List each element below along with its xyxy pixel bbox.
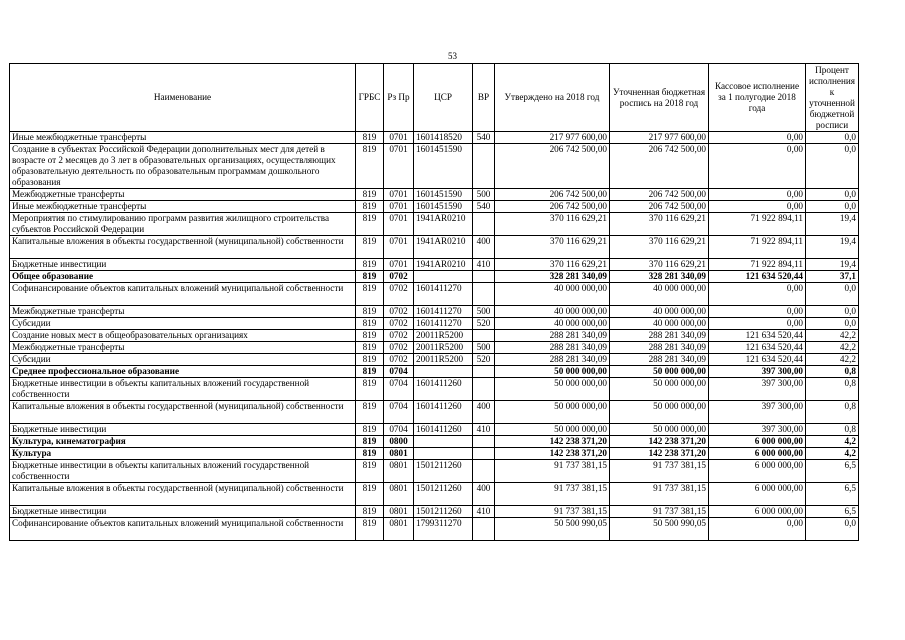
- cell-vr: 400: [473, 401, 495, 424]
- cell-refined: 288 281 340,09: [610, 354, 709, 366]
- cell-approved: 50 000 000,00: [495, 401, 610, 424]
- cell-cash: 397 300,00: [709, 366, 806, 378]
- table-row: [10, 448, 859, 460]
- cell-approved: 91 737 381,15: [495, 460, 610, 483]
- cell-rzpr: 0704: [384, 378, 414, 401]
- cell-name: Межбюджетные трансферты: [10, 189, 356, 201]
- header-approved: Утверждено на 2018 год: [495, 64, 610, 132]
- table-row: [10, 460, 859, 483]
- cell-cash: 121 634 520,44: [709, 330, 806, 342]
- cell-approved: 206 742 500,00: [495, 144, 610, 189]
- cell-cash: 71 922 894,11: [709, 213, 806, 236]
- cell-grbs: 819: [356, 342, 384, 354]
- cell-approved: 142 238 371,20: [495, 436, 610, 448]
- cell-approved: 142 238 371,20: [495, 448, 610, 460]
- cell-percent: 0,0: [806, 318, 859, 330]
- cell-percent: 42,2: [806, 354, 859, 366]
- cell-name: Иные межбюджетные трансферты: [10, 132, 356, 144]
- cell-rzpr: 0701: [384, 259, 414, 271]
- cell-rzpr: 0801: [384, 448, 414, 460]
- cell-csr: 1941AR0210: [414, 236, 473, 259]
- cell-refined: 370 116 629,21: [610, 259, 709, 271]
- cell-csr: 20011R5200: [414, 354, 473, 366]
- cell-percent: 42,2: [806, 342, 859, 354]
- table-row: [10, 330, 859, 342]
- cell-vr: 520: [473, 354, 495, 366]
- cell-vr: [473, 271, 495, 283]
- cell-name: Капитальные вложения в объекты государственной (муниципальной) собственности: [10, 236, 356, 259]
- table-row: [10, 189, 859, 201]
- cell-csr: 1601451590: [414, 201, 473, 213]
- cell-name: Бюджетные инвестиции: [10, 506, 356, 518]
- cell-grbs: 819: [356, 401, 384, 424]
- table-row: [10, 424, 859, 436]
- cell-percent: 42,2: [806, 330, 859, 342]
- cell-grbs: 819: [356, 283, 384, 306]
- header-grbs: ГРБС: [356, 64, 384, 132]
- table-body: [10, 132, 859, 541]
- cell-rzpr: 0701: [384, 213, 414, 236]
- table-row: [10, 366, 859, 378]
- cell-grbs: 819: [356, 378, 384, 401]
- cell-name: Создание новых мест в общеобразовательных организациях: [10, 330, 356, 342]
- cell-refined: 50 000 000,00: [610, 401, 709, 424]
- cell-vr: [473, 144, 495, 189]
- cell-name: Культура, кинематография: [10, 436, 356, 448]
- cell-cash: 0,00: [709, 318, 806, 330]
- cell-csr: 1501211260: [414, 483, 473, 506]
- cell-grbs: 819: [356, 330, 384, 342]
- cell-approved: 217 977 600,00: [495, 132, 610, 144]
- cell-cash: 71 922 894,11: [709, 236, 806, 259]
- cell-cash: 6 000 000,00: [709, 448, 806, 460]
- cell-name: Софинансирование объектов капитальных вложений муниципальной собственности: [10, 283, 356, 306]
- cell-rzpr: 0701: [384, 144, 414, 189]
- cell-name: Бюджетные инвестиции в объекты капитальных вложений государственной собственности: [10, 460, 356, 483]
- cell-approved: 288 281 340,09: [495, 354, 610, 366]
- cell-rzpr: 0702: [384, 318, 414, 330]
- cell-rzpr: 0801: [384, 483, 414, 506]
- cell-rzpr: 0702: [384, 306, 414, 318]
- cell-name: Создание в субъектах Российской Федерации дополнительных мест для детей в возрасте от 2 месяцев до 3 лет в образовательных организациях, осуществляющих образовательную деятельность по образовательным программам дошкольного образования: [10, 144, 356, 189]
- cell-name: Среднее профессиональное образование: [10, 366, 356, 378]
- cell-refined: 142 238 371,20: [610, 448, 709, 460]
- cell-cash: 397 300,00: [709, 378, 806, 401]
- table-row: [10, 132, 859, 144]
- cell-vr: [473, 448, 495, 460]
- cell-csr: [414, 366, 473, 378]
- cell-percent: 0,8: [806, 401, 859, 424]
- cell-grbs: 819: [356, 483, 384, 506]
- cell-cash: 397 300,00: [709, 424, 806, 436]
- cell-vr: 400: [473, 236, 495, 259]
- cell-cash: 0,00: [709, 189, 806, 201]
- cell-grbs: 819: [356, 144, 384, 189]
- cell-name: Софинансирование объектов капитальных вложений муниципальной собственности: [10, 518, 356, 541]
- cell-csr: 1601411270: [414, 306, 473, 318]
- cell-percent: 0,0: [806, 283, 859, 306]
- cell-refined: 142 238 371,20: [610, 436, 709, 448]
- cell-vr: 520: [473, 318, 495, 330]
- cell-csr: 1601451590: [414, 144, 473, 189]
- cell-approved: 50 000 000,00: [495, 424, 610, 436]
- cell-name: Межбюджетные трансферты: [10, 342, 356, 354]
- cell-cash: 121 634 520,44: [709, 342, 806, 354]
- cell-rzpr: 0702: [384, 271, 414, 283]
- cell-rzpr: 0701: [384, 201, 414, 213]
- cell-vr: 410: [473, 424, 495, 436]
- cell-name: Субсидии: [10, 318, 356, 330]
- cell-refined: 91 737 381,15: [610, 483, 709, 506]
- cell-cash: 0,00: [709, 283, 806, 306]
- cell-percent: 0,0: [806, 189, 859, 201]
- cell-vr: 410: [473, 506, 495, 518]
- cell-name: Бюджетные инвестиции в объекты капитальных вложений государственной собственности: [10, 378, 356, 401]
- cell-approved: 288 281 340,09: [495, 342, 610, 354]
- cell-csr: 1501211260: [414, 460, 473, 483]
- header-refined: Уточненная бюджетная роспись на 2018 год: [610, 64, 709, 132]
- table-row: [10, 236, 859, 259]
- cell-grbs: 819: [356, 306, 384, 318]
- header-vr: ВР: [473, 64, 495, 132]
- cell-refined: 288 281 340,09: [610, 342, 709, 354]
- cell-approved: 328 281 340,09: [495, 271, 610, 283]
- cell-name: Бюджетные инвестиции: [10, 259, 356, 271]
- cell-approved: 370 116 629,21: [495, 213, 610, 236]
- cell-grbs: 819: [356, 132, 384, 144]
- cell-grbs: 819: [356, 271, 384, 283]
- cell-refined: 91 737 381,15: [610, 460, 709, 483]
- cell-rzpr: 0704: [384, 366, 414, 378]
- cell-grbs: 819: [356, 448, 384, 460]
- cell-cash: 121 634 520,44: [709, 271, 806, 283]
- cell-rzpr: 0800: [384, 436, 414, 448]
- cell-approved: 370 116 629,21: [495, 259, 610, 271]
- cell-cash: 121 634 520,44: [709, 354, 806, 366]
- cell-percent: 6,5: [806, 506, 859, 518]
- cell-refined: 91 737 381,15: [610, 506, 709, 518]
- table-row: [10, 201, 859, 213]
- cell-csr: 1601411270: [414, 283, 473, 306]
- cell-refined: 328 281 340,09: [610, 271, 709, 283]
- cell-name: Общее образование: [10, 271, 356, 283]
- cell-name: Иные межбюджетные трансферты: [10, 201, 356, 213]
- cell-grbs: 819: [356, 424, 384, 436]
- cell-approved: 40 000 000,00: [495, 306, 610, 318]
- cell-refined: 40 000 000,00: [610, 318, 709, 330]
- table-row: [10, 144, 859, 189]
- cell-percent: 19,4: [806, 259, 859, 271]
- cell-percent: 0,0: [806, 132, 859, 144]
- cell-vr: [473, 283, 495, 306]
- cell-grbs: 819: [356, 366, 384, 378]
- header-csr: ЦСР: [414, 64, 473, 132]
- table-row: [10, 283, 859, 306]
- cell-rzpr: 0701: [384, 189, 414, 201]
- cell-percent: 0,0: [806, 518, 859, 541]
- cell-refined: 40 000 000,00: [610, 306, 709, 318]
- cell-cash: 397 300,00: [709, 401, 806, 424]
- cell-rzpr: 0704: [384, 424, 414, 436]
- cell-grbs: 819: [356, 506, 384, 518]
- cell-name: Культура: [10, 448, 356, 460]
- cell-approved: 288 281 340,09: [495, 330, 610, 342]
- cell-csr: 1501211260: [414, 506, 473, 518]
- cell-vr: 540: [473, 201, 495, 213]
- table-row: [10, 436, 859, 448]
- cell-refined: 206 742 500,00: [610, 189, 709, 201]
- cell-grbs: 819: [356, 201, 384, 213]
- cell-vr: [473, 378, 495, 401]
- cell-csr: 1601411260: [414, 378, 473, 401]
- cell-grbs: 819: [356, 259, 384, 271]
- cell-name: Капитальные вложения в объекты государственной (муниципальной) собственности: [10, 483, 356, 506]
- cell-cash: 0,00: [709, 132, 806, 144]
- cell-cash: 6 000 000,00: [709, 506, 806, 518]
- cell-refined: 206 742 500,00: [610, 144, 709, 189]
- cell-rzpr: 0701: [384, 236, 414, 259]
- cell-percent: 4,2: [806, 436, 859, 448]
- cell-approved: 206 742 500,00: [495, 201, 610, 213]
- cell-percent: 19,4: [806, 213, 859, 236]
- cell-csr: 1799311270: [414, 518, 473, 541]
- cell-cash: 0,00: [709, 201, 806, 213]
- cell-percent: 0,0: [806, 144, 859, 189]
- cell-cash: 6 000 000,00: [709, 483, 806, 506]
- cell-grbs: 819: [356, 236, 384, 259]
- cell-vr: [473, 330, 495, 342]
- cell-refined: 50 000 000,00: [610, 424, 709, 436]
- cell-vr: 540: [473, 132, 495, 144]
- table-row: [10, 378, 859, 401]
- table-row: [10, 306, 859, 318]
- cell-vr: 500: [473, 189, 495, 201]
- cell-refined: 50 500 990,05: [610, 518, 709, 541]
- cell-rzpr: 0702: [384, 330, 414, 342]
- header-cash: Кассовое исполнение за 1 полугодие 2018 года: [709, 64, 806, 132]
- cell-grbs: 819: [356, 436, 384, 448]
- cell-vr: 410: [473, 259, 495, 271]
- cell-percent: 0,0: [806, 201, 859, 213]
- cell-approved: 40 000 000,00: [495, 283, 610, 306]
- cell-rzpr: 0801: [384, 518, 414, 541]
- cell-rzpr: 0702: [384, 354, 414, 366]
- cell-approved: 50 000 000,00: [495, 366, 610, 378]
- page-number: 53: [448, 51, 457, 61]
- cell-approved: 206 742 500,00: [495, 189, 610, 201]
- cell-refined: 288 281 340,09: [610, 330, 709, 342]
- cell-name: Бюджетные инвестиции: [10, 424, 356, 436]
- cell-vr: 400: [473, 483, 495, 506]
- cell-name: Мероприятия по стимулированию программ развития жилищного строительства субъектов Российской Федерации: [10, 213, 356, 236]
- cell-refined: 217 977 600,00: [610, 132, 709, 144]
- header-name: Наименование: [10, 64, 356, 132]
- cell-approved: 91 737 381,15: [495, 483, 610, 506]
- cell-percent: 0,0: [806, 306, 859, 318]
- cell-rzpr: 0801: [384, 460, 414, 483]
- cell-rzpr: 0801: [384, 506, 414, 518]
- cell-cash: 71 922 894,11: [709, 259, 806, 271]
- cell-approved: 91 737 381,15: [495, 506, 610, 518]
- cell-refined: 206 742 500,00: [610, 201, 709, 213]
- cell-name: Субсидии: [10, 354, 356, 366]
- cell-grbs: 819: [356, 354, 384, 366]
- cell-csr: [414, 448, 473, 460]
- header-percent: Процент исполнения к уточненной бюджетной росписи: [806, 64, 859, 132]
- cell-csr: 1941AR0210: [414, 259, 473, 271]
- cell-grbs: 819: [356, 189, 384, 201]
- cell-csr: 20011R5200: [414, 330, 473, 342]
- table-row: [10, 518, 859, 541]
- table-row: [10, 401, 859, 424]
- cell-csr: [414, 436, 473, 448]
- table-row: [10, 259, 859, 271]
- cell-cash: 6 000 000,00: [709, 436, 806, 448]
- header-rzpr: Рз Пр: [384, 64, 414, 132]
- cell-cash: 0,00: [709, 306, 806, 318]
- cell-csr: [414, 271, 473, 283]
- cell-cash: 0,00: [709, 144, 806, 189]
- cell-refined: 370 116 629,21: [610, 213, 709, 236]
- cell-csr: 1601411270: [414, 318, 473, 330]
- cell-percent: 0,8: [806, 366, 859, 378]
- table-row: [10, 213, 859, 236]
- cell-grbs: 819: [356, 518, 384, 541]
- cell-csr: 1601411260: [414, 401, 473, 424]
- cell-percent: 0,8: [806, 424, 859, 436]
- table-row: [10, 483, 859, 506]
- cell-vr: [473, 366, 495, 378]
- cell-refined: 50 000 000,00: [610, 366, 709, 378]
- cell-csr: 1601451590: [414, 189, 473, 201]
- cell-cash: 0,00: [709, 518, 806, 541]
- cell-grbs: 819: [356, 460, 384, 483]
- cell-cash: 6 000 000,00: [709, 460, 806, 483]
- cell-percent: 19,4: [806, 236, 859, 259]
- cell-approved: 40 000 000,00: [495, 318, 610, 330]
- cell-vr: [473, 213, 495, 236]
- table-row: [10, 354, 859, 366]
- cell-rzpr: 0702: [384, 283, 414, 306]
- cell-csr: 20011R5200: [414, 342, 473, 354]
- cell-grbs: 819: [356, 213, 384, 236]
- cell-rzpr: 0702: [384, 342, 414, 354]
- cell-vr: 500: [473, 342, 495, 354]
- cell-name: Капитальные вложения в объекты государственной (муниципальной) собственности: [10, 401, 356, 424]
- table-row: [10, 318, 859, 330]
- cell-approved: 50 500 990,05: [495, 518, 610, 541]
- cell-percent: 6,5: [806, 483, 859, 506]
- cell-percent: 0,8: [806, 378, 859, 401]
- cell-percent: 37,1: [806, 271, 859, 283]
- cell-csr: 1601411260: [414, 424, 473, 436]
- cell-approved: 370 116 629,21: [495, 236, 610, 259]
- cell-rzpr: 0701: [384, 132, 414, 144]
- cell-vr: 500: [473, 306, 495, 318]
- table-row: [10, 271, 859, 283]
- cell-vr: [473, 436, 495, 448]
- cell-rzpr: 0704: [384, 401, 414, 424]
- cell-refined: 40 000 000,00: [610, 283, 709, 306]
- cell-percent: 6,5: [806, 460, 859, 483]
- budget-execution-table: [9, 63, 859, 541]
- cell-csr: 1601418520: [414, 132, 473, 144]
- cell-refined: 370 116 629,21: [610, 236, 709, 259]
- cell-approved: 50 000 000,00: [495, 378, 610, 401]
- cell-vr: [473, 518, 495, 541]
- cell-grbs: 819: [356, 318, 384, 330]
- cell-csr: 1941AR0210: [414, 213, 473, 236]
- cell-vr: [473, 460, 495, 483]
- cell-refined: 50 000 000,00: [610, 378, 709, 401]
- table-row: [10, 342, 859, 354]
- cell-percent: 4,2: [806, 448, 859, 460]
- table-header-row: [10, 64, 859, 132]
- table-row: [10, 506, 859, 518]
- cell-name: Межбюджетные трансферты: [10, 306, 356, 318]
